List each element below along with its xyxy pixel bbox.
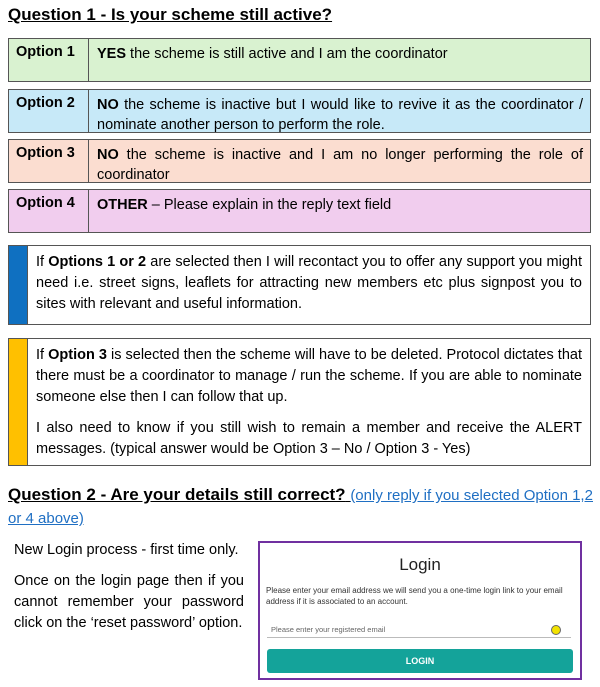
note-yellow-text (28, 339, 590, 465)
option-2-label: Option 2 (9, 90, 89, 132)
option-4-keyword: OTHER (97, 197, 148, 213)
option-3-keyword: NO (97, 147, 119, 163)
question2-heading-block (8, 484, 593, 530)
login-title: Login (399, 555, 441, 574)
option-1-keyword: YES (97, 46, 127, 62)
note-blue-pre: If (36, 254, 49, 270)
option-3-text (89, 140, 590, 182)
option-1-text (89, 39, 455, 81)
note-yellow-pre: If (36, 347, 49, 363)
note-yellow-bold: Option 3 (48, 347, 107, 363)
login-instructions (14, 540, 244, 634)
option-3-label: Option 3 (9, 140, 89, 182)
note-yellow-post: is selected then the scheme will have to be deleted. Protocol dictates that there must be a coordinator to manage / run the scheme. If you are able to nominate someone else then I can follow that up. (36, 347, 582, 405)
note-options-1-2 (8, 245, 591, 325)
option-4-text (89, 190, 398, 232)
login-description: Please enter your email address we will send you a one-time login link to your email address if it is associated to an account. (266, 586, 563, 606)
option-4-description: – Please explain in the reply text field (147, 197, 392, 213)
option-4-label: Option 4 (9, 190, 89, 232)
login-button[interactable]: LOGIN (267, 649, 573, 673)
option-1-description: the scheme is still active and I am the coordinator (126, 46, 448, 62)
option-2-row (8, 89, 591, 133)
option-1-label: Option 1 (9, 39, 89, 81)
question2-heading: Question 2 - Are your details still correct? (8, 485, 346, 504)
option-4-row (8, 189, 591, 233)
note-yellow-bar (9, 339, 28, 465)
email-input[interactable]: Please enter your registered email (267, 621, 571, 638)
option-3-description: the scheme is inactive and I am no longer performing the role of coordinator (97, 147, 583, 183)
option-2-keyword: NO (97, 97, 119, 113)
autofill-icon (551, 625, 561, 635)
login-card-screenshot (258, 541, 582, 680)
option-1-row (8, 38, 591, 82)
login-instructions-para1: New Login process - first time only. (14, 542, 239, 558)
note-blue-bold: Options 1 or 2 (48, 254, 147, 270)
option-2-description: the scheme is inactive but I would like to revive it as the coordinator / nominate another person to perform the role. (97, 97, 583, 133)
note-blue-bar (9, 246, 28, 324)
note-blue-post: are selected then I will recontact you to offer any support you might need i.e. street signs, leaflets for attracting new members etc plus signpost you to sites with relevant and useful information. (36, 254, 582, 312)
question1-heading: Question 1 - Is your scheme still active? (8, 5, 333, 24)
question2-condition-link[interactable]: (only reply if you selected Option 1,2 or 4 above) (8, 487, 593, 527)
note-option-3 (8, 338, 591, 466)
option-3-row (8, 139, 591, 183)
note-blue-text (28, 246, 590, 324)
login-instructions-para2: Once on the login page then if you cannot remember your password click on the ‘reset password’ option. (14, 573, 244, 631)
note-yellow-para2: I also need to know if you still wish to remain a member and receive the ALERT messages. (typical answer would be Option 3 – No / Option 3 - Yes) (36, 420, 582, 457)
option-2-text (89, 90, 590, 132)
